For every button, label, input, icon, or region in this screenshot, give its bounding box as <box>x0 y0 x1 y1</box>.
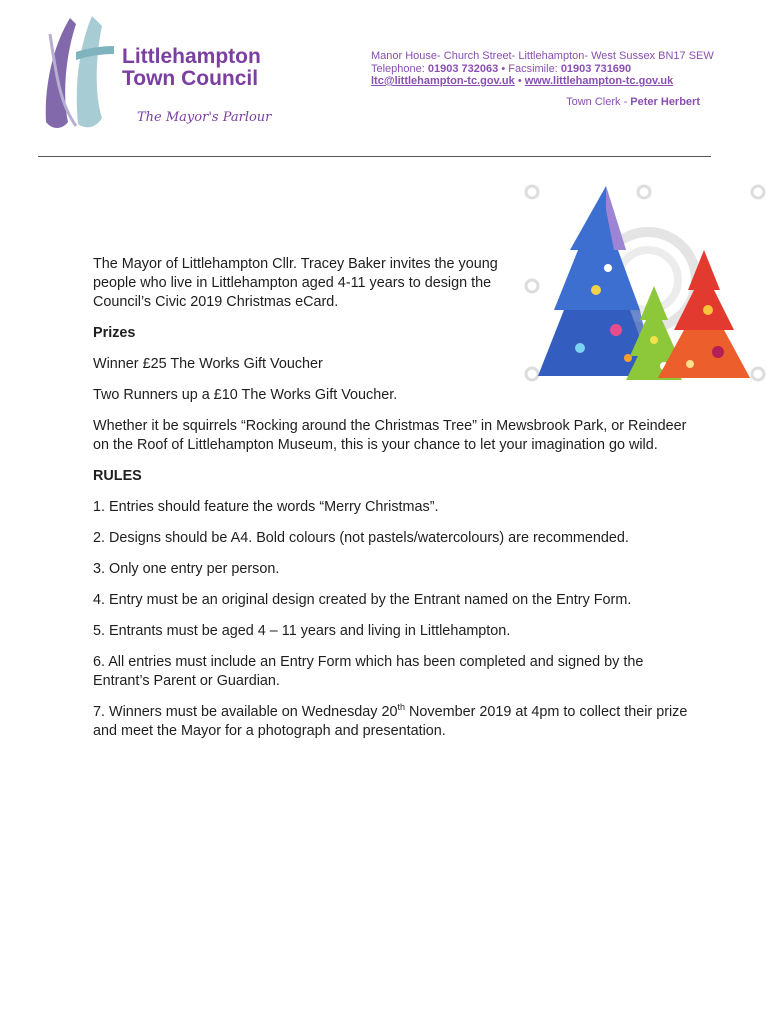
town-clerk: Town Clerk - Peter Herbert <box>566 96 700 108</box>
organisation-name <box>122 46 261 90</box>
council-logo-icon <box>36 14 116 132</box>
rules-heading: RULES <box>93 468 142 484</box>
phone-line: Telephone: 01903 732063 • Facsimile: 01903 731690 <box>371 62 632 75</box>
rule-item: 1. Entries should feature the words “Merry Christmas”. <box>93 499 439 515</box>
description-paragraph: Whether it be squirrels “Rocking around the Christmas Tree” in Mewsbrook Park, or Reindeer on the Roof of Littlehampton Museum, this is your chance to let your imagination go wild. <box>93 418 687 453</box>
rule-item-7: 7. Winners must be available on Wednesday 20th November 2019 at 4pm to collect their prize and meet the Mayor for a photograph and presentation. <box>93 702 688 739</box>
telephone-number: 01903 732063 <box>427 62 499 75</box>
email-link[interactable]: ltc@littlehampton-tc.gov.uk <box>371 75 515 87</box>
rule-item: 2. Designs should be A4. Bold colours (not pastels/watercolours) are recommended. <box>93 530 629 546</box>
rule-item: 5. Entrants must be aged 4 – 11 years and living in Littlehampton. <box>93 623 511 639</box>
org-name-line1: Littlehampton <box>122 45 261 68</box>
rule-item: 3. Only one entry per person. <box>93 561 280 577</box>
website-link[interactable]: www.littlehampton-tc.gov.uk <box>524 75 674 87</box>
prize-winner: Winner £25 The Works Gift Voucher <box>93 356 323 372</box>
clerk-name: Peter Herbert <box>630 96 700 108</box>
rule-item: 6. All entries must include an Entry Form which has been completed and signed by the Entrant’s Parent or Guardian. <box>93 654 644 689</box>
fax-number: 01903 731690 <box>560 62 632 75</box>
web-line: ltc@littlehampton-tc.gov.uk • www.littlehampton-tc.gov.uk <box>371 75 674 87</box>
contact-block <box>371 50 746 88</box>
rule-item: 4. Entry must be an original design created by the Entrant named on the Entry Form. <box>93 592 632 608</box>
header-divider <box>38 156 711 157</box>
invitation-body <box>93 255 693 753</box>
org-name-line2: Town Council <box>122 67 259 90</box>
prizes-heading: Prizes <box>93 325 136 341</box>
prize-runners-up: Two Runners up a £10 The Works Gift Voucher. <box>93 387 398 403</box>
intro-paragraph: The Mayor of Littlehampton Cllr. Tracey Baker invites the young people who live in Littlehampton aged 4-11 years to design the Council’s Civic 2019 Christmas eCard. <box>93 256 498 310</box>
address-line: Manor House- Church Street- Littlehampton- West Sussex BN17 SEW <box>371 50 714 62</box>
mayors-parlour-tagline: The Mayor's Parlour <box>137 110 272 125</box>
